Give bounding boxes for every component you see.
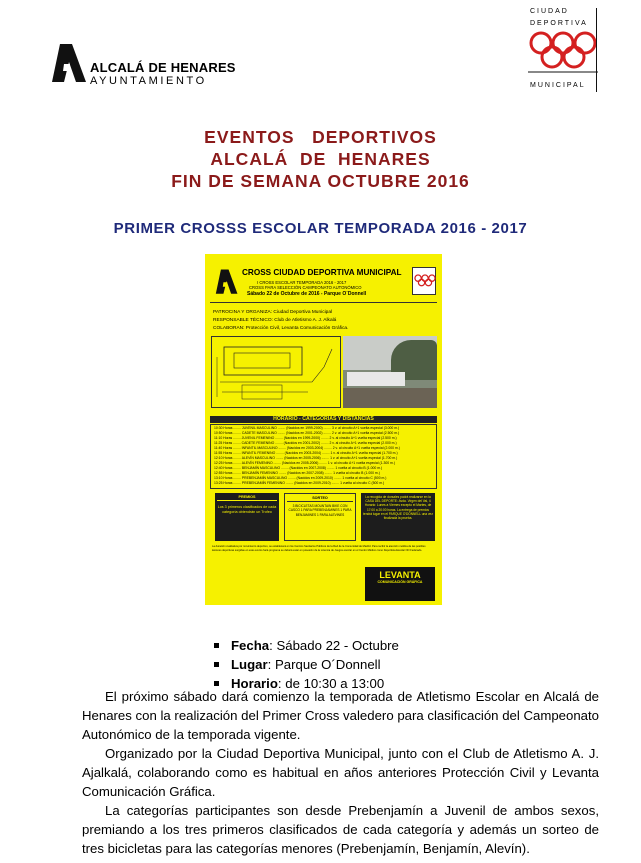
poster-line-2: CROSS PARA SELECCIÓN CAMPEONATO AUTONÓMICO (249, 285, 362, 290)
poster-premios-box (215, 493, 279, 541)
poster-patrocina: PATROCINA Y ORGANIZA: Ciudad Deportiva Municipal (213, 310, 333, 315)
poster-photo (343, 336, 437, 408)
title-line-1: EVENTOS DEPORTIVOS (204, 127, 437, 147)
bullet-icon (214, 662, 219, 667)
poster-sport-logo-icon (412, 267, 436, 295)
event-poster (205, 254, 442, 605)
levanta-name: LEVANTA (379, 570, 421, 580)
title-line-2: ALCALÁ DE HENARES (210, 149, 431, 169)
alcala-a-logo-icon (48, 40, 88, 84)
list-item (214, 636, 399, 655)
poster-horario-band: HORARIO - CATEGORIAS Y DISTANCIAS (210, 416, 437, 423)
schedule-row: 13:10 Horas ........ PREBENJAMÍN MASCULINO ........ (Nacidos en 2009-2010) ........ 1 vuelta al circuito C (500 m.) (214, 476, 387, 480)
poster-dorsales-box (361, 493, 435, 541)
olympic-rings-icon (528, 30, 598, 74)
list-item (214, 655, 399, 674)
horario-label: Horario (231, 676, 278, 691)
poster-responsable: RESPONSABLE TÉCNICO: Club de Atletismo A. J. Alkalá (213, 318, 337, 323)
page-title (0, 126, 641, 192)
poster-rule (210, 302, 437, 303)
sorteo-title: SORTEO (287, 496, 353, 502)
ciudad-deportiva-logo (528, 8, 608, 94)
lugar-label: Lugar (231, 657, 268, 672)
fecha-value: : Sábado 22 - Octubre (269, 638, 399, 653)
poster-route-map (211, 336, 341, 408)
schedule-row: 11:40 Horas ........ INFANTIL MASCULINO ........ (Nacidos en 2003-2004) ........ 2 v. al circuito A+1 vuelta especial (2.000 m.) (214, 446, 400, 450)
schedule-row: 12:25 Horas ........ ALEVÍN FEMENINO ........ (Nacidos en 2005-2006) ........ 1 v. al circuito A+1 vuelta especial (1.300 m.) (214, 461, 395, 465)
body-text (82, 687, 599, 858)
paragraph-3: La categorías participantes son desde Prebenjamín a Juvenil de ambos sexos, premiando a los tres primeros clasificados de cada categoría y además un sorteo de tres bicicletas para las categorías menores (Prebenjamín, Benjamín, Alevín). (82, 803, 599, 856)
schedule-row: 11:25 Horas ........ CADETE FEMENINO ........ (Nacidos en 2001-2002) ........ 2 v. al circuito A+1 vuelta especial (2.000 m.) (214, 441, 397, 445)
horario-value: : de 10:30 a 13:00 (277, 676, 385, 691)
logo-right-line3: MUNICIPAL (530, 82, 586, 89)
title-line-3: FIN DE SEMANA OCTUBRE 2016 (171, 171, 470, 191)
logo-divider (596, 8, 597, 92)
schedule-row: 13:25 Horas ........ PREBENJAMÍN FEMENINO ........ (Nacidos en 2009-2010) ........ 1 vuelta al circuito C (500 m.) (214, 481, 385, 485)
schedule-row: 10:30 Horas ........ JUVENIL MASCULINO ........ (Nacidos en 1999-2000) ........ 3 v. al circuito A+1 vuelta especial (3.000 m.) (214, 426, 400, 430)
schedule-row: 12:55 Horas ........ BENJAMÍN FEMENINO ........ (Nacidos en 2007-2008) ........ 1 vuelta al circuito B (1.000 m.) (214, 471, 380, 475)
event-details-list (214, 636, 399, 693)
schedule-row: 10:50 Horas ........ CADETE MASCULINO ........ (Nacidos en 2001-2002) ........ 2 v. al circuito A+1 vuelta especial (2.500 m.) (214, 431, 400, 435)
ayuntamiento-logo (48, 38, 236, 88)
fecha-label: Fecha (231, 638, 270, 653)
logo-city-name: ALCALÁ DE HENARES (90, 60, 236, 75)
logo-right-line2: DEPORTIVA (530, 20, 588, 27)
poster-line-1: I CROSS ESCOLAR TEMPORADA 2016 - 2017 (257, 280, 347, 285)
schedule-row: 12:40 Horas ........ BENJAMÍN MASCULINO ........ (Nacidos en 2007-2008) ........ 1 vuelta al circuito B (1.000 m.) (214, 466, 383, 470)
bullet-icon (214, 643, 219, 648)
poster-title: CROSS CIUDAD DEPORTIVA MUNICIPAL (242, 268, 402, 277)
premios-title: PREMIOS (217, 495, 277, 501)
bullet-icon (214, 681, 219, 686)
event-subtitle: PRIMER CROSSS ESCOLAR TEMPORADA 2016 - 2017 (113, 220, 528, 237)
dorsales-text: La recogida de dorsales podrá realizarse en la CASA DEL DEPORTE: Avda. Virgen del Val, 4 Horario: Lunes a Viernes excepto el Martes, de 17:00 a 20:00 horas. La entrega de premios tendrá lugar en el PARQUE O'DONNELL una vez finalizada la prueba. (363, 495, 433, 521)
poster-line-3: Sábado 22 de Octubre de 2016 - Parque O´Donnell (247, 291, 367, 297)
premios-text: Los 3 primeros clasificados de cada categoría obtendrán un Trofeo (217, 505, 277, 514)
paragraph-2: Organizado por la Ciudad Deportiva Municipal, junto con el Club de Atletismo A. J. Ajalkalá, colaborando como es habitual en años anteriores Protección Civil y Levanta Comunicación Gráfica. (82, 746, 599, 799)
schedule-row: 11:55 Horas ........ INFANTIL FEMENINO ........ (Nacidos en 2003-2004) ........ 1 v. al circuito A+1 vuelta especial (1.700 m.) (214, 451, 398, 455)
paragraph-1: El próximo sábado dará comienzo la temporada de Atletismo Escolar en Alcalá de Henares con la realización del Primer Cross valedero para clasificación del Campeonato Autonómico de la temporada vigente. (82, 689, 599, 742)
schedule-row: 12:10 Horas ........ ALEVÍN MASCULINO ........ (Nacidos en 2005-2006) ........ 1 v. al circuito A+1 vuelta especial (1.700 m.) (214, 456, 398, 460)
poster-sorteo-box (284, 493, 356, 541)
lugar-value: : Parque O´Donnell (267, 657, 381, 672)
logo-subtitle: AYUNTAMIENTO (90, 75, 207, 87)
logo-right-line1: CIUDAD (530, 8, 569, 15)
poster-city-logo-icon (213, 267, 239, 295)
levanta-sub: COMUNICACIÓN GRÁFICA (377, 580, 423, 584)
poster-footnote: La duración cualitativa por movimiento deportivo, se establecerá en los Centros Sanitarios Públicos de la Red de la Comunidad de Madrid. Para recibir la atención médica de las posibles lesiones deportivas surgidas en este evento hará programa se deberá estar en posesión de la Licencia de Juegos escolar en el Centro Médico como Deportista Escolar NO Federado. (212, 545, 426, 552)
sorteo-text: 3 BICICLETAS MOUNTAIN BIKE CON CASCO 1 PARA PREBENJAMINES 1 PARA BENJAMINES 1 PARA ALEVINES (288, 504, 352, 517)
poster-levanta-box (365, 567, 435, 601)
poster-colaboran: COLABORAN: Protección Civil, Levanta Comunicación Gráfica. (213, 326, 349, 331)
schedule-row: 11:10 Horas ........ JUVENIL FEMENINO ........ (Nacidos en 1999-2000) ........ 2 v. al circuito A+1 vuelta especial (2.500 m.) (214, 436, 397, 440)
